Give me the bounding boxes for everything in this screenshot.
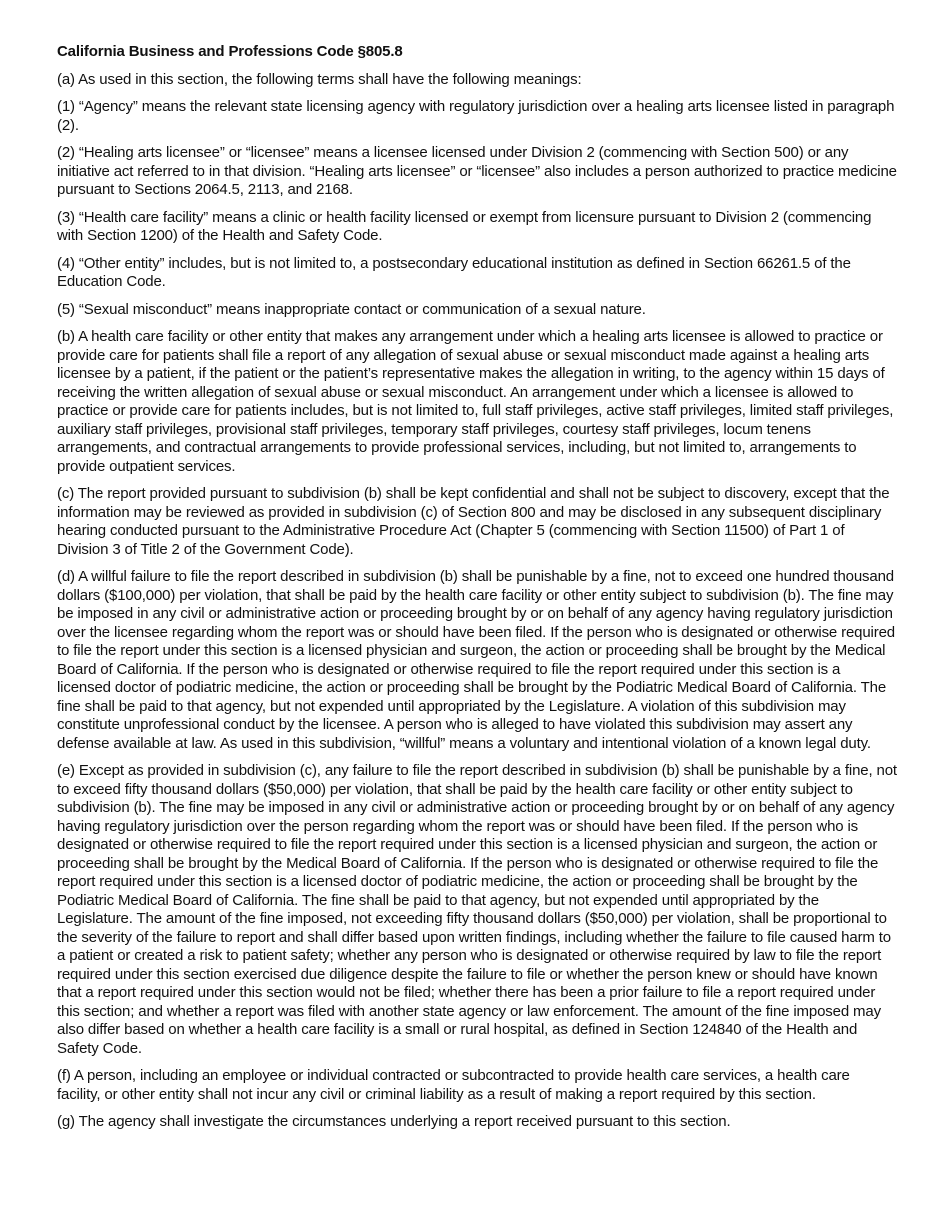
- paragraph-d: (d) A willful failure to file the report described in subdivision (b) shall be punishable by a fine, not to exceed one hundred thousand dollars ($100,000) per violation, that shall be paid by the health care facility or other entity subject to subdivision (b). The fine may be imposed in any civil or administrative action or proceeding brought by or on behalf of any agency having regulatory jurisdiction over the licensee regarding whom the report was or should have been filed. If the person who is designated or otherwise required to file the report under this section is a licensed physician and surgeon, the action or proceeding shall be brought by the Medical Board of California. If the person who is designated or otherwise required to file the report required under this section is a licensed doctor of podiatric medicine, the action or proceeding shall be brought by the Podiatric Medical Board of California. The fine shall be paid to that agency, but not expended until appropriated by the Legislature. A violation of this subdivision may constitute unprofessional conduct by the licensee. A person who is alleged to have violated this subdivision may assert any defense available at law. As used in this subdivision, “willful” means a voluntary and intentional violation of a known legal duty.: [57, 568, 895, 752]
- paragraph-g: (g) The agency shall investigate the circumstances underlying a report received pursuant to this section.: [57, 1113, 731, 1130]
- paragraph-c: (c) The report provided pursuant to subdivision (b) shall be kept confidential and shall not be subject to discovery, except that the information may be reviewed as provided in subdivision (c) of Section 800 and may be disclosed in any subsequent disciplinary hearing conducted pursuant to the Administrative Procedure Act (Chapter 5 (commencing with Section 11500) of Part 1 of Division 3 of Title 2 of the Government Code).: [57, 485, 890, 558]
- document-title: California Business and Professions Code §805.8: [57, 43, 403, 60]
- paragraph-a5-misconduct: (5) “Sexual misconduct” means inappropriate contact or communication of a sexual nature.: [57, 300, 646, 318]
- paragraph-a4-other-entity: (4) “Other entity” includes, but is not limited to, a postsecondary educational institution as defined in Section 66261.5 of the Education Code.: [57, 254, 851, 290]
- paragraph-b: (b) A health care facility or other entity that makes any arrangement under which a healing arts licensee is allowed to practice or provide care for patients shall file a report of any allegation of sexual abuse or sexual misconduct made against a healing arts licensee by a patient, if the patient or the patient’s representative makes the allegation in writing, to the agency within 15 days of receiving the written allegation of sexual abuse or sexual misconduct. An arrangement under which a licensee is allowed to practice or provide care for patients includes, but is not limited to, full staff privileges, active staff privileges, limited staff privileges, auxiliary staff privileges, provisional staff privileges, temporary staff privileges, courtesy staff privileges, locum tenens arrangements, and contractual arrangements to provide professional services, including, but not limited to, arrangements to provide outpatient services.: [57, 328, 894, 475]
- paragraph-a: (a) As used in this section, the following terms shall have the following meanings:: [57, 70, 582, 88]
- paragraph-e: (e) Except as provided in subdivision (c), any failure to file the report described in subdivision (b) shall be punishable by a fine, not to exceed fifty thousand dollars ($50,000) per violation, that shall be paid by the health care facility or other entity subject to subdivision (b). The fine may be imposed in any civil or administrative action or proceeding brought by or on behalf of any agency having regulatory jurisdiction over the person regarding whom the report was or should have been filed. If the person who is designated or otherwise required to file the report required under this section is a licensed physician and surgeon, the action or proceeding shall be brought by the Medical Board of California. If the person who is designated or otherwise required to file the report required under this section is a licensed doctor of podiatric medicine, the action or proceeding shall be brought by the Podiatric Medical Board of California. The fine shall be paid to that agency, but not expended until appropriated by the Legislature. The amount of the fine imposed, not exceeding fifty thousand dollars ($50,000) per violation, shall be proportional to the severity of the failure to report and shall differ based upon written findings, including whether the failure to file caused harm to a patient or created a risk to patient safety; whether any person who is designated or otherwise required by law to file the report required under this section exercised due diligence despite the failure to file or whether the person knew or should have known that a report required under this section would not be filed; whether there has been a prior failure to file a report required under this section; and whether a report was filed with another state agency or law enforcement. The amount of the fine imposed may also differ based on whether a health care facility is a small or rural hospital, as defined in Section 124840 of the Health and Safety Code.: [57, 762, 897, 1057]
- paragraph-a2-licensee: (2) “Healing arts licensee” or “licensee” means a licensee licensed under Division 2 (commencing with Section 500) or any initiative act referred to in that division. “Healing arts licensee” or “licensee” also includes a person authorized to practice medicine pursuant to Sections 2064.5, 2113, and 2168.: [57, 144, 897, 198]
- paragraph-a3-facility: (3) “Health care facility” means a clinic or health facility licensed or exempt from licensure pursuant to Division 2 (commencing with Section 1200) of the Health and Safety Code.: [57, 208, 872, 244]
- paragraph-a1-agency: (1) “Agency” means the relevant state licensing agency with regulatory jurisdiction over a healing arts licensee listed in paragraph (2).: [57, 98, 895, 134]
- paragraph-f: (f) A person, including an employee or individual contracted or subcontracted to provide health care services, a health care facility, or other entity shall not incur any civil or criminal liability as a result of making a report required by this section.: [57, 1067, 850, 1103]
- document-page: [57, 43, 897, 1141]
